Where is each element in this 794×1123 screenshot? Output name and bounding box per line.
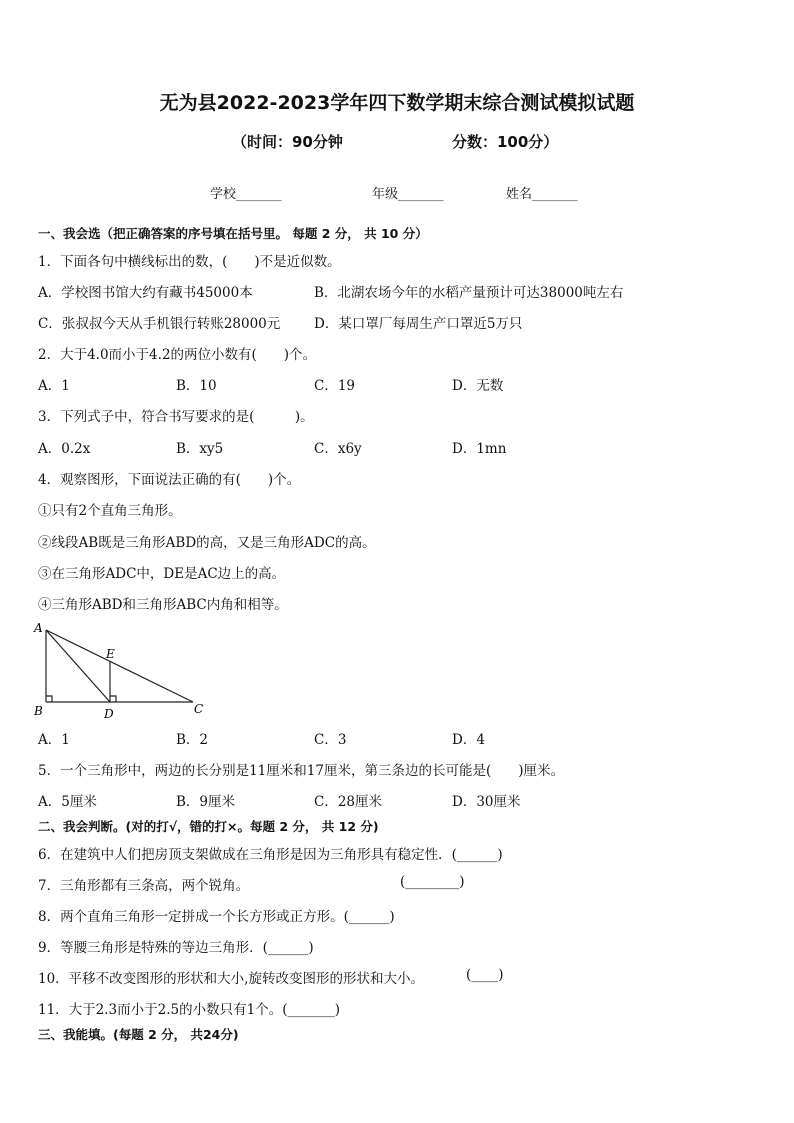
label-c: C bbox=[194, 702, 204, 716]
q2-option-c: C．19 bbox=[314, 378, 356, 394]
q5-option-d: D．30厘米 bbox=[452, 794, 521, 810]
q4-statement-2: ②线段AB既是三角形ABD的高，又是三角形ADC的高。 bbox=[38, 535, 376, 551]
q3-option-b: B．xy5 bbox=[176, 441, 224, 457]
q5-option-a: A．5厘米 bbox=[38, 794, 97, 810]
q3-option-d: D．1mn bbox=[452, 441, 507, 457]
label-a: A bbox=[34, 621, 43, 635]
q1-option-b: B．北湖农场今年的水稻产量预计可达38000吨左右 bbox=[314, 285, 624, 301]
q2-option-b: B．10 bbox=[176, 378, 217, 394]
name-field: 姓名_______ bbox=[506, 187, 578, 202]
section-3-heading: 三、我能填。(每题 2 分， 共24分) bbox=[38, 1027, 239, 1042]
label-e: E bbox=[106, 647, 115, 661]
q10-answer-blank[interactable]: (____) bbox=[466, 967, 504, 983]
q11-statement: 11．大于2.3而小于2.5的小数只有1个。(_______) bbox=[38, 1002, 340, 1018]
q5-stem: 5．一个三角形中，两边的长分别是11厘米和17厘米，第三条边的长可能是( )厘米。 bbox=[38, 763, 564, 779]
q3-option-c: C．x6y bbox=[314, 441, 362, 457]
q4-option-b: B．2 bbox=[176, 732, 209, 748]
label-d: D bbox=[104, 707, 114, 721]
q5-option-b: B．9厘米 bbox=[176, 794, 236, 810]
segment-ad bbox=[46, 630, 110, 702]
q4-stem: 4．观察图形，下面说法正确的有( )个。 bbox=[38, 472, 301, 488]
grade-field: 年级_______ bbox=[372, 187, 444, 202]
section-2-heading: 二、我会判断。(对的打√，错的打×。每题 2 分， 共 12 分) bbox=[38, 819, 379, 834]
label-b: B bbox=[34, 704, 43, 718]
q7-statement: 7．三角形都有三条高，两个锐角。 bbox=[38, 878, 250, 894]
q2-option-d: D．无数 bbox=[452, 378, 504, 394]
q1-stem: 1．下面各句中横线标出的数，( )不是近似数。 bbox=[38, 254, 341, 270]
exam-time: （时间：90分钟 bbox=[232, 133, 343, 151]
q10-statement: 10．平移不改变图形的形状和大小,旋转改变图形的形状和大小。 bbox=[38, 971, 424, 987]
right-angle-mark-b bbox=[46, 696, 52, 702]
q6-statement: 6．在建筑中人们把房顶支架做成在三角形是因为三角形具有稳定性．(______) bbox=[38, 847, 503, 863]
q3-option-a: A．0.2x bbox=[38, 441, 91, 457]
q4-statement-4: ④三角形ABD和三角形ABC内角和相等。 bbox=[38, 597, 288, 613]
school-field: 学校_______ bbox=[210, 187, 282, 202]
q4-option-c: C．3 bbox=[314, 732, 347, 748]
exam-score: 分数：100分） bbox=[452, 133, 559, 151]
segment-ac bbox=[46, 630, 193, 702]
q5-option-c: C．28厘米 bbox=[314, 794, 383, 810]
right-angle-mark-d bbox=[110, 696, 116, 702]
q2-option-a: A．1 bbox=[38, 378, 70, 394]
q1-option-d: D．某口罩厂每周生产口罩近5万只 bbox=[314, 316, 523, 332]
q3-stem: 3．下列式子中，符合书写要求的是( )。 bbox=[38, 409, 314, 425]
q4-statement-3: ③在三角形ADC中，DE是AC边上的高。 bbox=[38, 566, 286, 582]
q1-option-a: A．学校图书馆大约有藏书45000本 bbox=[38, 285, 253, 301]
q7-answer-blank[interactable]: (________) bbox=[400, 874, 465, 890]
q2-stem: 2．大于4.0而小于4.2的两位小数有( )个。 bbox=[38, 347, 317, 363]
q1-option-c: C．张叔叔今天从手机银行转账28000元 bbox=[38, 316, 281, 332]
q4-option-d: D．4 bbox=[452, 732, 485, 748]
q4-option-a: A．1 bbox=[38, 732, 70, 748]
triangle-figure bbox=[30, 615, 220, 725]
q4-statement-1: ①只有2个直角三角形。 bbox=[38, 503, 182, 519]
section-1-heading: 一、我会选（把正确答案的序号填在括号里。 每题 2 分， 共 10 分） bbox=[38, 226, 428, 241]
q9-statement: 9．等腰三角形是特殊的等边三角形．(______) bbox=[38, 940, 314, 956]
exam-title: 无为县2022-2023学年四下数学期末综合测试模拟试题 bbox=[159, 92, 635, 114]
q8-statement: 8．两个直角三角形一定拼成一个长方形或正方形。(______) bbox=[38, 909, 395, 925]
